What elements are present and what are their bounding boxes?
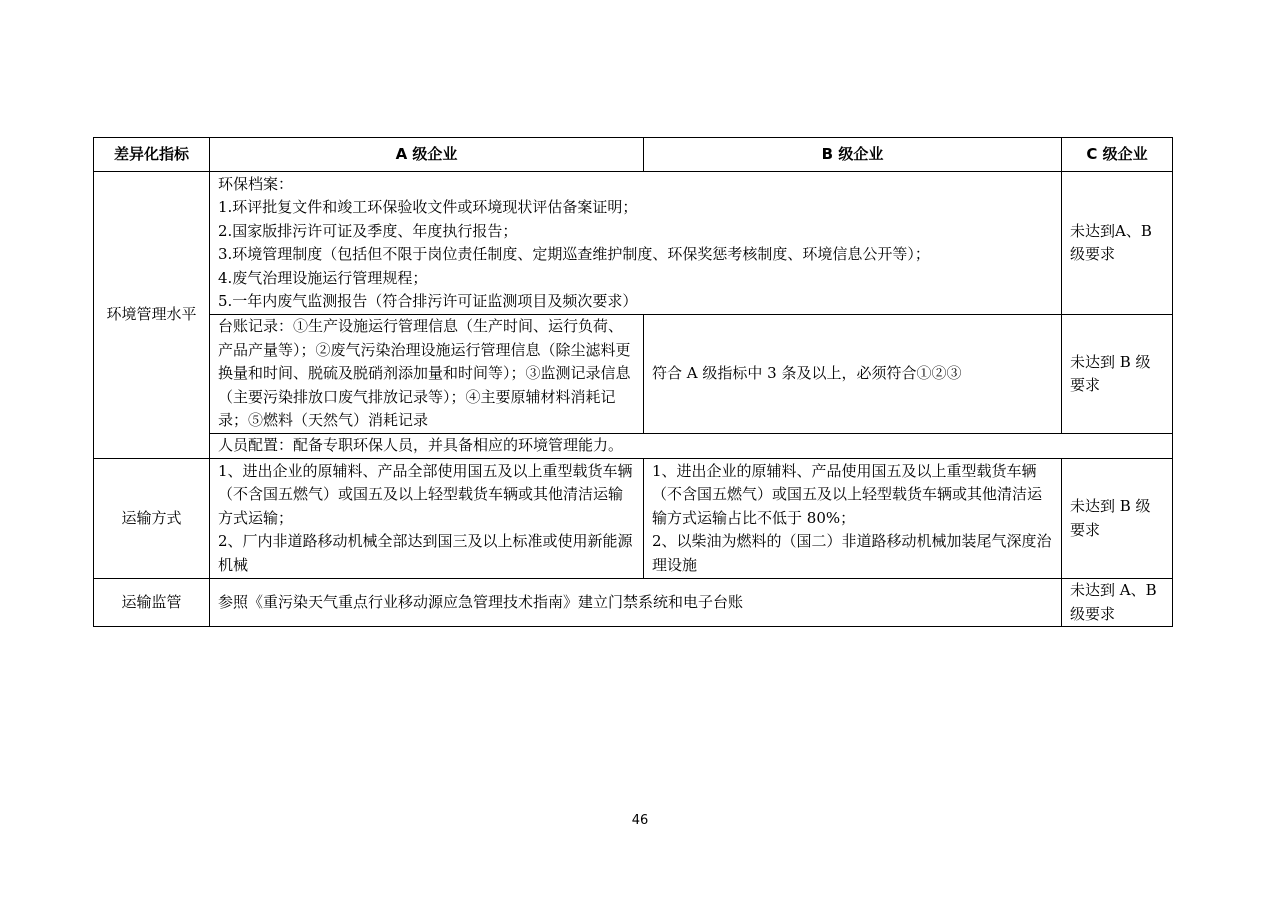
archive-line: 3.环境管理制度（包括但不限于岗位责任制度、定期巡查维护制度、环保奖惩考核制度、环境信息公开等）； xyxy=(218,245,930,263)
supervision-c: 未达到 A、B 级要求 xyxy=(1062,579,1173,627)
env-ledger-row xyxy=(94,315,1173,434)
transport-b-item: 2、以柴油为燃料的（国二）非道路移动机械加装尾气深度治理设施 xyxy=(652,532,1052,574)
archive-line: 2.国家版排污许可证及季度、年度执行报告； xyxy=(218,221,518,240)
env-ledger-c: 未达到 B 级要求 xyxy=(1062,315,1173,434)
transport-c: 未达到 B 级要求 xyxy=(1062,459,1173,579)
header-b-level: B 级企业 xyxy=(644,138,1062,172)
transport-a-item: 1、进出企业的原辅料、产品全部使用国五及以上重型载货车辆（不含国五燃气）或国五及以上轻型载货车辆或其他清洁运输方式运输； xyxy=(218,461,633,527)
env-staff-row xyxy=(94,434,1173,459)
header-indicator: 差异化指标 xyxy=(94,138,210,172)
transport-a-item: 2、厂内非道路移动机械全部达到国三及以上标准或使用新能源机械 xyxy=(218,532,633,574)
env-archive-cell xyxy=(210,172,1062,315)
env-staff-cell: 人员配置：配备专职环保人员，并具备相应的环境管理能力。 xyxy=(210,434,1173,459)
supervision-label: 运输监管 xyxy=(94,579,210,627)
supervision-cell: 参照《重污染天气重点行业移动源应急管理技术指南》建立门禁系统和电子台账 xyxy=(210,579,1062,627)
supervision-row xyxy=(94,579,1173,627)
transport-b xyxy=(644,459,1062,579)
grading-table xyxy=(93,137,1173,627)
transport-a xyxy=(210,459,644,579)
archive-line: 5.一年内废气监测报告（符合排污许可证监测项目及频次要求） xyxy=(218,292,638,310)
transport-label: 运输方式 xyxy=(94,459,210,579)
transport-b-item: 1、进出企业的原辅料、产品使用国五及以上重型载货车辆（不含国五燃气）或国五及以上轻型载货车辆或其他清洁运输方式运输占比不低于 80%； xyxy=(652,461,1043,527)
env-management-label: 环境管理水平 xyxy=(94,172,210,459)
page-number: 46 xyxy=(631,813,649,828)
transport-row xyxy=(94,459,1173,579)
env-ledger-b: 符合 A 级指标中 3 条及以上，必须符合①②③ xyxy=(644,315,1062,434)
header-a-level: A 级企业 xyxy=(210,138,644,172)
archive-line: 4.废气治理设施运行管理规程； xyxy=(218,268,428,287)
env-ledger-a: 台账记录：①生产设施运行管理信息（生产时间、运行负荷、产品产量等）；②废气污染治理设施运行管理信息（除尘滤料更换量和时间、脱硫及脱硝剂添加量和时间等）；③监测记录信息（主要污染排放口废气排放记录等）；④主要原辅材料消耗记录；⑤燃料（天然气）消耗记录 xyxy=(210,315,644,434)
header-c-level: C 级企业 xyxy=(1062,138,1173,172)
archive-line: 1.环评批复文件和竣工环保验收文件或环境现状评估备案证明； xyxy=(218,198,638,216)
archive-line: 环保档案： xyxy=(218,174,294,193)
header-row xyxy=(94,138,1173,172)
env-archive-row xyxy=(94,172,1173,315)
env-archive-c: 未达到A、B级要求 xyxy=(1062,172,1173,315)
